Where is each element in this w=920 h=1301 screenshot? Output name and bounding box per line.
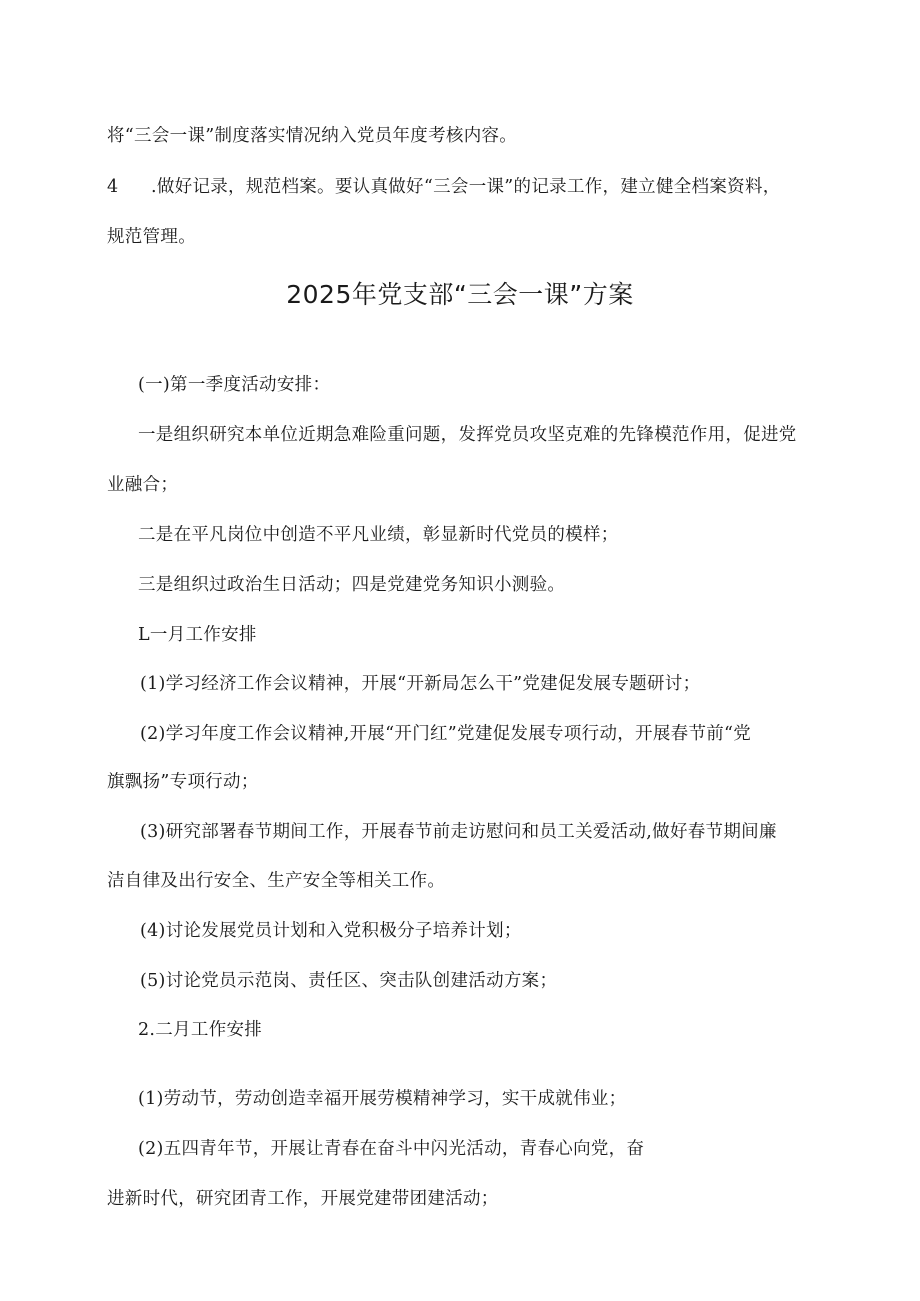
- paragraph-line: 一是组织研究本单位近期急难险重问题，发挥党员攻坚克难的先锋模范作用，促进党: [138, 425, 797, 445]
- list-item-continued: 洁自律及出行安全、生产安全等相关工作。: [107, 871, 446, 891]
- subsection-heading: 2.二月工作安排: [138, 1020, 263, 1040]
- paragraph-line: 业融合；: [107, 475, 179, 495]
- list-item: (1)学习经济工作会议精神，开展“开新局怎么干”党建促发展专题研讨；: [140, 674, 701, 694]
- list-item-continued: 旗飘扬”专项行动；: [107, 772, 259, 792]
- list-item: (3)研究部署春节期间工作，开展春节前走访慰问和员工关爱活动,做好春节期间廉: [140, 822, 777, 842]
- list-item: (2)学习年度工作会议精神,开展“开门红”党建促发展专项行动，开展春节前“党: [140, 724, 752, 744]
- item-number: 4: [107, 177, 119, 197]
- list-item-continued: 进新时代，研究团青工作，开展党建带团建活动；: [107, 1189, 499, 1209]
- list-item: (1)劳动节，劳动创造幸福开展劳模精神学习，实干成就伟业；: [138, 1089, 627, 1109]
- paragraph-line: 三是组织过政治生日活动；四是党建党务知识小测验。: [138, 575, 566, 595]
- list-item: (5)讨论党员示范岗、责任区、突击队创建活动方案；: [140, 971, 558, 991]
- intro-line: 将“三会一课”制度落实情况纳入党员年度考核内容。: [107, 126, 518, 146]
- section-heading: (一)第一季度活动安排：: [138, 375, 331, 395]
- list-item: (2)五四青年节，开展让青春在奋斗中闪光活动，青春心向党，奋: [138, 1139, 645, 1159]
- item-text-continued: 规范管理。: [107, 227, 196, 247]
- document-title: 2025年党支部“三会一课”方案: [286, 280, 634, 309]
- list-item: (4)讨论发展党员计划和入党积极分子培养计划；: [140, 921, 522, 941]
- item-text: .做好记录，规范档案。要认真做好“三会一课”的记录工作，建立健全档案资料，: [151, 177, 781, 197]
- paragraph-line: 二是在平凡岗位中创造不平凡业绩，彰显新时代党员的模样；: [138, 525, 619, 545]
- subsection-heading: L一月工作安排: [138, 625, 257, 645]
